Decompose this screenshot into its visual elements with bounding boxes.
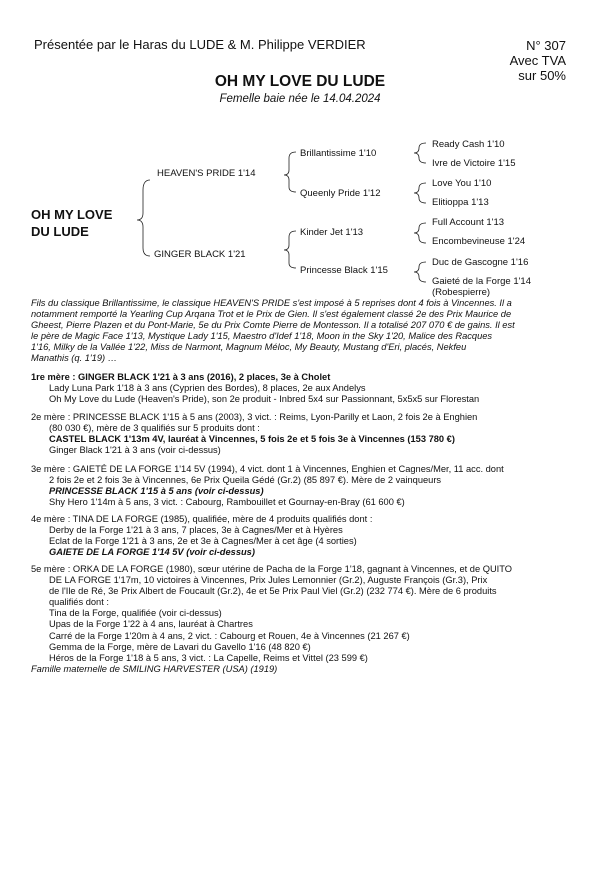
produce-line: Oh My Love du Lude (Heaven's Pride), son 2e produit - Inbred 5x4 sur Passionnant, 5x5x5 sur Florestan: [49, 394, 480, 405]
fifth-dam-section: [31, 564, 571, 664]
page-title: OH MY LOVE DU LUDE: [214, 73, 386, 90]
desc-line: notamment remporté la Yearling Cup Arqana Trot et le Prix de Gien. Il s'est également classé 2e des Prix Maurice de: [31, 309, 512, 320]
dam-name: GINGER BLACK 1'21: [154, 249, 246, 260]
desc-line: Manathis (q. 1'19) …: [31, 353, 118, 364]
ancestor-8-sire: (Robespierre): [432, 287, 491, 298]
first-dam-line: 1re mère : GINGER BLACK 1'21 à 3 ans (2016), 2 places, 3e à Cholet: [31, 372, 331, 382]
ancestor-1: Ready Cash 1'10: [432, 139, 505, 150]
presenter-line: Présentée par le Haras du LUDE & M. Philippe VERDIER: [34, 37, 366, 52]
vat-label: Avec TVA: [509, 53, 566, 68]
produce-line: Upas de la Forge 1'22 à 4 ans, lauréat à Chartres: [49, 619, 253, 630]
third-dam-line: 3e mère : GAIETÉ DE LA FORGE 1'14 5V (1994), 4 vict. dont 1 à Vincennes, Enghien et Cagnes/Mer, 11 acc. dont: [31, 464, 504, 474]
fifth-dam-line: 5e mère : ORKA DE LA FORGE (1980), sœur utérine de Pacha de la Forge 1'18, gagnant à Vincennes, et de QUITO: [31, 564, 512, 574]
foal-name-line2: DU LUDE: [31, 224, 89, 239]
dam-dam-name: Princesse Black 1'15: [300, 265, 388, 276]
fifth-dam-line-cont: DE LA FORGE 1'17m, 10 victoires à Vincennes, Prix Jules Lemonnier (Gr.2), Auguste François (Gr.3), Prix: [49, 575, 488, 586]
fourth-dam-line: 4e mère : TINA DE LA FORGE (1985), qualifiée, mère de 4 produits qualifiés dont :: [31, 514, 373, 524]
produce-line: Lady Luna Park 1'18 à 3 ans (Cyprien des Bordes), 8 places, 2e aux Andelys: [49, 383, 366, 394]
produce-line: Ginger Black 1'21 à 3 ans (voir ci-dessus): [49, 445, 221, 456]
page-subtitle: Femelle baie née le 14.04.2024: [219, 93, 381, 105]
desc-line: Fils du classique Brillantissime, le classique HEAVEN'S PRIDE s'est imposé à 5 reprises dont 4 fois à Vincennes. Il a: [31, 298, 512, 308]
desc-line: le père de Magic Face 1'13, Mystique Lady 1'15, Maestro d'Idef 1'18, Moon in the Sky 1'20, Malice des Racques: [31, 331, 493, 342]
produce-line: CASTEL BLACK 1'13m 4V, lauréat à Vincennes, 5 fois 2e et 5 fois 3e à Vincennes (153 780 €): [49, 434, 455, 445]
fourth-dam-section: [31, 514, 571, 558]
desc-line: Gheest, Pierre Plazen et du Pont-Marie, 5e du Prix Comte Pierre de Montesson. Il a totalisé 207 070 € de gains. Il est: [31, 320, 515, 331]
reserve-label: sur 50%: [518, 68, 566, 83]
ancestor-5: Full Account 1'13: [432, 217, 505, 228]
ancestor-3: Love You 1'10: [432, 178, 492, 189]
produce-line: Eclat de la Forge 1'21 à 3 ans, 2e et 3e à Cagnes/Mer à cet âge (4 sorties): [49, 536, 357, 547]
desc-line: 1'16, Milky de la Vallée 1'22, Miss de Narmont, Magnum Méloc, My Beauty, Mustang d'Eri, placés, Nekfeu: [31, 342, 467, 353]
foal-name-line1: OH MY LOVE: [31, 207, 113, 222]
sire-description: [31, 298, 571, 365]
third-dam-section: [31, 464, 571, 508]
produce-line: Héros de la Forge 1'18 à 5 ans, 3 vict. : La Capelle, Reims et Vittel (23 599 €): [49, 652, 368, 663]
second-dam-line: 2e mère : PRINCESSE BLACK 1'15 à 5 ans (2003), 3 vict. : Reims, Lyon-Parilly et Laon, 2 fois 2e à Enghien: [31, 412, 478, 422]
produce-line: Carré de la Forge 1'20m à 4 ans, 2 vict. : Cabourg et Rouen, 4e à Vincennes (21 267 €): [49, 630, 410, 641]
fifth-dam-line-cont: de l'Ile de Ré, 3e Prix Albert de Foucault (Gr.2), 4e et 5e Prix Paul Viel (Gr.2) (232 774 €). Mère de 6 produits: [49, 586, 497, 597]
ancestor-4: Elitioppa 1'13: [432, 197, 489, 208]
foal-name: [31, 206, 112, 240]
second-dam-line-cont: (80 030 €), mère de 3 qualifiés sur 5 produits dont :: [49, 423, 260, 434]
sire-name: HEAVEN'S PRIDE 1'14: [157, 168, 256, 179]
ancestor-2: Ivre de Victoire 1'15: [432, 158, 516, 169]
sire-sire-name: Brillantissime 1'10: [300, 148, 377, 159]
dam-sire-name: Kinder Jet 1'13: [300, 227, 364, 238]
produce-line: Gemma de la Forge, mère de Lavari du Gavello 1'16 (48 820 €): [49, 641, 311, 652]
produce-line: Shy Hero 1'14m à 5 ans, 3 vict. : Cabourg, Rambouillet et Gournay-en-Bray (61 600 €): [49, 497, 405, 508]
lot-number: N° 307: [526, 38, 566, 53]
produce-line: Tina de la Forge, qualifiée (voir ci-dessus): [49, 608, 222, 619]
fifth-dam-line-cont: qualifiés dont :: [49, 597, 109, 608]
first-dam-section: [31, 372, 571, 405]
ancestor-8: Gaieté de la Forge 1'14: [432, 276, 531, 287]
third-dam-line-cont: 2 fois 2e et 2 fois 3e à Vincennes, 6e Prix Queila Gédé (Gr.2) (85 897 €). Mère de 2 vainqueurs: [49, 475, 442, 486]
produce-line: PRINCESSE BLACK 1'15 à 5 ans (voir ci-dessus): [49, 486, 264, 497]
ancestor-7: Duc de Gascogne 1'16: [432, 257, 529, 268]
produce-line: GAIETE DE LA FORGE 1'14 5V (voir ci-dessus): [49, 547, 255, 558]
sire-dam-name: Queenly Pride 1'12: [300, 188, 381, 199]
maternal-family: Famille maternelle de SMILING HARVESTER (USA) (1919): [31, 664, 278, 674]
produce-line: Derby de la Forge 1'21 à 3 ans, 7 places, 3e à Cagnes/Mer et à Hyères: [49, 525, 343, 536]
second-dam-section: [31, 412, 571, 456]
ancestor-6: Encombevineuse 1'24: [432, 236, 526, 247]
